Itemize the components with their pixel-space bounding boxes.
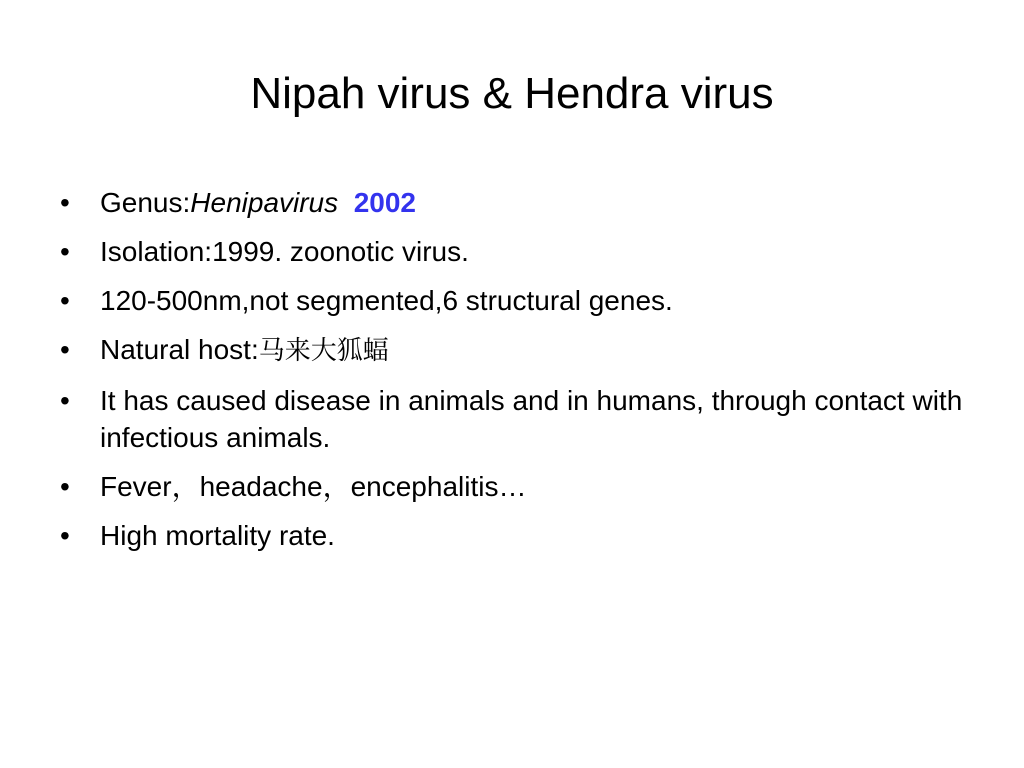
host-prefix: Natural host: bbox=[100, 334, 259, 365]
bullet-glyph: • bbox=[60, 520, 70, 551]
slide-title: Nipah virus & Hendra virus bbox=[250, 69, 774, 118]
bullet-list bbox=[60, 184, 980, 566]
bullet-genus bbox=[60, 184, 980, 221]
bullet-isolation bbox=[60, 233, 980, 270]
mortality-text: High mortality rate. bbox=[100, 520, 335, 551]
genus-prefix: Genus: bbox=[100, 187, 191, 218]
bullet-glyph: • bbox=[60, 334, 70, 365]
bullet-glyph: • bbox=[60, 471, 70, 502]
bullet-symptoms bbox=[60, 468, 980, 505]
bullet-glyph: • bbox=[60, 236, 70, 267]
bullet-disease bbox=[60, 382, 980, 456]
host-name: 马来大狐蝠 bbox=[258, 336, 389, 366]
bullet-host bbox=[60, 331, 980, 370]
bullet-glyph: • bbox=[60, 285, 70, 316]
structure-text: 120-500nm,not segmented,6 structural genes. bbox=[100, 285, 673, 316]
bullet-structure bbox=[60, 282, 980, 319]
symptoms-text: Fever，headache，encephalitis… bbox=[100, 471, 527, 502]
isolation-text: Isolation:1999. zoonotic virus. bbox=[100, 236, 469, 267]
genus-name: Henipavirus bbox=[190, 187, 339, 218]
genus-year: 2002 bbox=[353, 187, 416, 218]
bullet-mortality bbox=[60, 517, 980, 554]
disease-text: It has caused disease in animals and in humans, through contact with infectious animals. bbox=[100, 385, 963, 453]
bullet-glyph: • bbox=[60, 385, 70, 416]
bullet-glyph: • bbox=[60, 187, 70, 218]
